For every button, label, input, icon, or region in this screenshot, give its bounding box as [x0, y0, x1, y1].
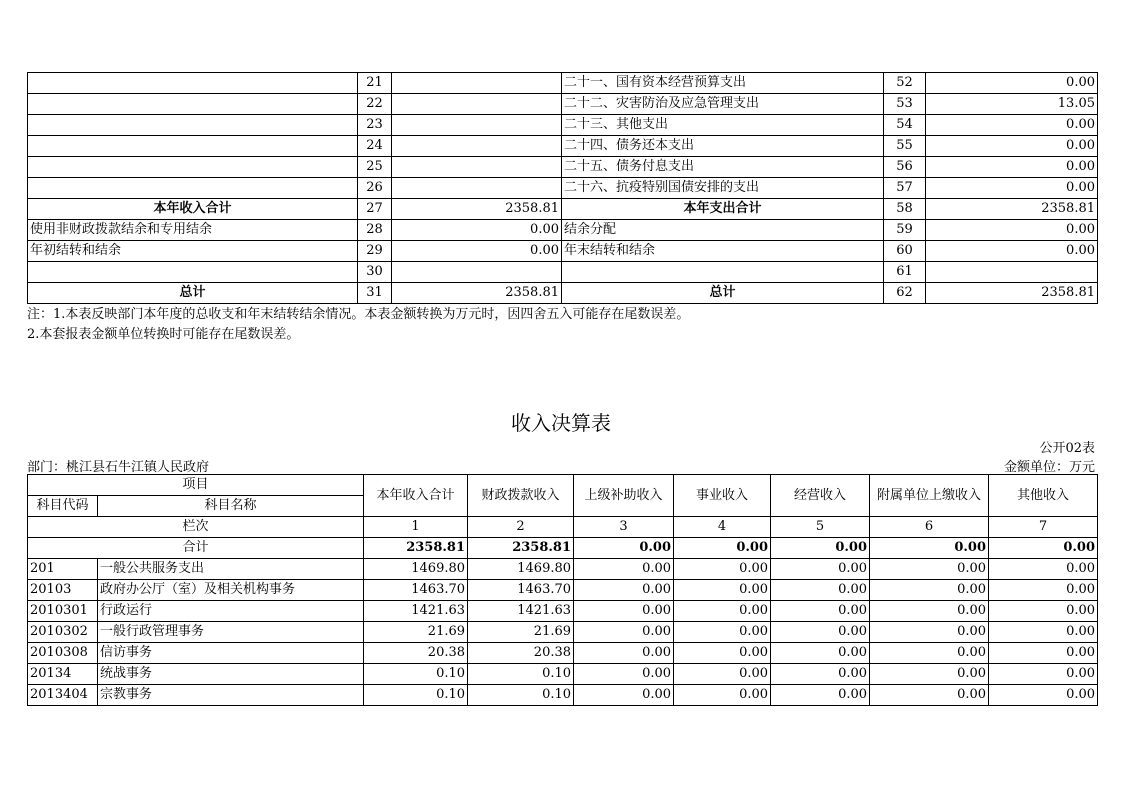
amount-cell: 0.00 — [870, 559, 989, 580]
left-label — [28, 178, 358, 199]
amount-cell: 0.00 — [674, 580, 771, 601]
amount-cell: 0.00 — [771, 559, 870, 580]
total-value: 2358.81 — [364, 538, 468, 559]
amount-cell: 0.10 — [364, 664, 468, 685]
left-label — [28, 157, 358, 178]
amount-cell: 0.10 — [468, 664, 574, 685]
right-amount: 2358.81 — [926, 283, 1098, 304]
subject-code: 2010302 — [28, 622, 98, 643]
department-label: 部门：桃江县石牛江镇人民政府 — [27, 460, 210, 475]
income-row — [28, 559, 1098, 580]
left-line-no: 22 — [358, 94, 392, 115]
table-code: 公开02表 — [1039, 441, 1095, 456]
amount-cell: 0.00 — [574, 664, 674, 685]
amount-cell: 0.00 — [771, 622, 870, 643]
right-line-no: 61 — [884, 262, 926, 283]
right-amount: 0.00 — [926, 136, 1098, 157]
header-row-1 — [28, 475, 1098, 496]
income-row — [28, 643, 1098, 664]
left-label: 本年收入合计 — [28, 199, 358, 220]
column-number: 6 — [870, 517, 989, 538]
amount-cell: 0.00 — [989, 664, 1098, 685]
summary-row — [28, 283, 1098, 304]
right-line-no: 56 — [884, 157, 926, 178]
amount-cell: 0.00 — [771, 685, 870, 706]
amount-cell: 0.00 — [870, 664, 989, 685]
col-header: 其他收入 — [989, 475, 1098, 517]
subject-code: 20134 — [28, 664, 98, 685]
right-amount: 0.00 — [926, 73, 1098, 94]
right-label: 年末结转和结余 — [562, 241, 884, 262]
note-line-1: 注：1.本表反映部门本年度的总收支和年末结转结余情况。本表金额转换为万元时，因四舍五入可能存在尾数误差。 — [27, 307, 690, 322]
right-line-no: 54 — [884, 115, 926, 136]
summary-row — [28, 241, 1098, 262]
amount-cell: 0.10 — [468, 685, 574, 706]
note-line-2: 2.本套报表金额单位转换时可能存在尾数误差。 — [27, 327, 300, 342]
income-table-body — [28, 475, 1098, 706]
right-amount: 0.00 — [926, 115, 1098, 136]
right-amount: 0.00 — [926, 241, 1098, 262]
income-row — [28, 580, 1098, 601]
column-number: 3 — [574, 517, 674, 538]
left-amount — [392, 94, 562, 115]
col-header: 事业收入 — [674, 475, 771, 517]
amount-cell: 0.00 — [870, 622, 989, 643]
amount-cell: 0.00 — [574, 580, 674, 601]
col-header: 本年收入合计 — [364, 475, 468, 517]
left-line-no: 23 — [358, 115, 392, 136]
right-label: 二十一、国有资本经营预算支出 — [562, 73, 884, 94]
left-amount: 2358.81 — [392, 199, 562, 220]
subject-code-header: 科目代码 — [28, 496, 98, 517]
left-amount — [392, 178, 562, 199]
right-line-no: 52 — [884, 73, 926, 94]
left-amount — [392, 262, 562, 283]
subject-name-header: 科目名称 — [98, 496, 364, 517]
left-amount — [392, 136, 562, 157]
summary-row — [28, 73, 1098, 94]
summary-table-body — [28, 73, 1098, 304]
subject-name: 信访事务 — [98, 643, 364, 664]
right-label: 本年支出合计 — [562, 199, 884, 220]
amount-cell: 0.00 — [870, 685, 989, 706]
right-amount: 2358.81 — [926, 199, 1098, 220]
left-label: 使用非财政拨款结余和专用结余 — [28, 220, 358, 241]
amount-cell: 0.00 — [771, 601, 870, 622]
column-number: 2 — [468, 517, 574, 538]
subject-name: 统战事务 — [98, 664, 364, 685]
right-line-no: 59 — [884, 220, 926, 241]
amount-cell: 20.38 — [468, 643, 574, 664]
left-amount — [392, 157, 562, 178]
subject-name: 行政运行 — [98, 601, 364, 622]
right-label: 二十二、灾害防治及应急管理支出 — [562, 94, 884, 115]
amount-cell: 0.00 — [574, 622, 674, 643]
item-header: 项目 — [28, 475, 364, 496]
income-row — [28, 601, 1098, 622]
right-amount: 0.00 — [926, 220, 1098, 241]
summary-row — [28, 178, 1098, 199]
summary-row — [28, 199, 1098, 220]
summary-table — [27, 72, 1098, 304]
amount-cell: 1463.70 — [468, 580, 574, 601]
left-line-no: 31 — [358, 283, 392, 304]
summary-row — [28, 157, 1098, 178]
subject-name: 宗教事务 — [98, 685, 364, 706]
subject-code: 201 — [28, 559, 98, 580]
amount-unit-label: 金额单位：万元 — [1003, 460, 1095, 475]
amount-cell: 0.00 — [771, 664, 870, 685]
income-row — [28, 664, 1098, 685]
amount-cell: 0.00 — [574, 685, 674, 706]
right-line-no: 57 — [884, 178, 926, 199]
right-amount: 0.00 — [926, 157, 1098, 178]
amount-cell: 0.10 — [364, 685, 468, 706]
left-amount: 0.00 — [392, 241, 562, 262]
amount-cell: 0.00 — [989, 559, 1098, 580]
left-amount — [392, 115, 562, 136]
amount-cell: 20.38 — [364, 643, 468, 664]
right-line-no: 60 — [884, 241, 926, 262]
right-amount: 13.05 — [926, 94, 1098, 115]
total-row — [28, 538, 1098, 559]
summary-row — [28, 94, 1098, 115]
left-label: 总计 — [28, 283, 358, 304]
total-value: 0.00 — [870, 538, 989, 559]
amount-cell: 0.00 — [574, 643, 674, 664]
column-number: 5 — [771, 517, 870, 538]
total-value: 0.00 — [674, 538, 771, 559]
left-line-no: 24 — [358, 136, 392, 157]
amount-cell: 0.00 — [674, 559, 771, 580]
amount-cell: 21.69 — [468, 622, 574, 643]
left-line-no: 26 — [358, 178, 392, 199]
subject-name: 一般公共服务支出 — [98, 559, 364, 580]
right-line-no: 62 — [884, 283, 926, 304]
amount-cell: 0.00 — [574, 601, 674, 622]
column-number: 4 — [674, 517, 771, 538]
total-value: 2358.81 — [468, 538, 574, 559]
right-label — [562, 262, 884, 283]
amount-cell: 0.00 — [989, 601, 1098, 622]
amount-cell: 0.00 — [674, 664, 771, 685]
right-line-no: 55 — [884, 136, 926, 157]
amount-cell: 0.00 — [574, 559, 674, 580]
summary-row — [28, 115, 1098, 136]
col-header: 上级补助收入 — [574, 475, 674, 517]
subject-code: 2010308 — [28, 643, 98, 664]
income-table — [27, 474, 1098, 706]
col-header: 财政拨款收入 — [468, 475, 574, 517]
left-line-no: 25 — [358, 157, 392, 178]
col-header: 经营收入 — [771, 475, 870, 517]
amount-cell: 21.69 — [364, 622, 468, 643]
right-line-no: 53 — [884, 94, 926, 115]
amount-cell: 1469.80 — [364, 559, 468, 580]
left-amount: 0.00 — [392, 220, 562, 241]
subject-code: 2010301 — [28, 601, 98, 622]
right-line-no: 58 — [884, 199, 926, 220]
table-notes — [27, 305, 689, 345]
income-row — [28, 622, 1098, 643]
left-label — [28, 73, 358, 94]
column-number-row — [28, 517, 1098, 538]
amount-cell: 1463.70 — [364, 580, 468, 601]
summary-row — [28, 220, 1098, 241]
right-amount — [926, 262, 1098, 283]
col-header: 附属单位上缴收入 — [870, 475, 989, 517]
summary-row — [28, 136, 1098, 157]
amount-cell: 0.00 — [771, 580, 870, 601]
right-label: 二十三、其他支出 — [562, 115, 884, 136]
left-amount — [392, 73, 562, 94]
left-line-no: 27 — [358, 199, 392, 220]
left-label — [28, 136, 358, 157]
amount-cell: 0.00 — [989, 685, 1098, 706]
left-label: 年初结转和结余 — [28, 241, 358, 262]
amount-cell: 1469.80 — [468, 559, 574, 580]
summary-row — [28, 262, 1098, 283]
amount-cell: 0.00 — [674, 622, 771, 643]
income-row — [28, 685, 1098, 706]
column-number: 1 — [364, 517, 468, 538]
right-amount: 0.00 — [926, 178, 1098, 199]
column-number-label: 栏次 — [28, 517, 364, 538]
left-amount: 2358.81 — [392, 283, 562, 304]
amount-cell: 0.00 — [989, 580, 1098, 601]
amount-cell: 0.00 — [870, 643, 989, 664]
left-line-no: 21 — [358, 73, 392, 94]
left-line-no: 29 — [358, 241, 392, 262]
amount-cell: 0.00 — [771, 643, 870, 664]
amount-cell: 0.00 — [674, 643, 771, 664]
subject-code: 20103 — [28, 580, 98, 601]
amount-cell: 0.00 — [870, 580, 989, 601]
right-label: 二十五、债务付息支出 — [562, 157, 884, 178]
subject-code: 2013404 — [28, 685, 98, 706]
total-value: 0.00 — [771, 538, 870, 559]
right-label: 总计 — [562, 283, 884, 304]
amount-cell: 0.00 — [989, 622, 1098, 643]
total-value: 0.00 — [989, 538, 1098, 559]
amount-cell: 1421.63 — [468, 601, 574, 622]
left-line-no: 28 — [358, 220, 392, 241]
column-number: 7 — [989, 517, 1098, 538]
right-label: 二十四、债务还本支出 — [562, 136, 884, 157]
left-line-no: 30 — [358, 262, 392, 283]
subject-name: 一般行政管理事务 — [98, 622, 364, 643]
left-label — [28, 262, 358, 283]
total-label: 合计 — [28, 538, 364, 559]
subject-name: 政府办公厅（室）及相关机构事务 — [98, 580, 364, 601]
amount-cell: 0.00 — [674, 601, 771, 622]
right-label: 结余分配 — [562, 220, 884, 241]
income-table-title: 收入决算表 — [511, 411, 611, 435]
left-label — [28, 94, 358, 115]
amount-cell: 1421.63 — [364, 601, 468, 622]
left-label — [28, 115, 358, 136]
total-value: 0.00 — [574, 538, 674, 559]
amount-cell: 0.00 — [989, 643, 1098, 664]
amount-cell: 0.00 — [674, 685, 771, 706]
amount-cell: 0.00 — [870, 601, 989, 622]
right-label: 二十六、抗疫特别国债安排的支出 — [562, 178, 884, 199]
